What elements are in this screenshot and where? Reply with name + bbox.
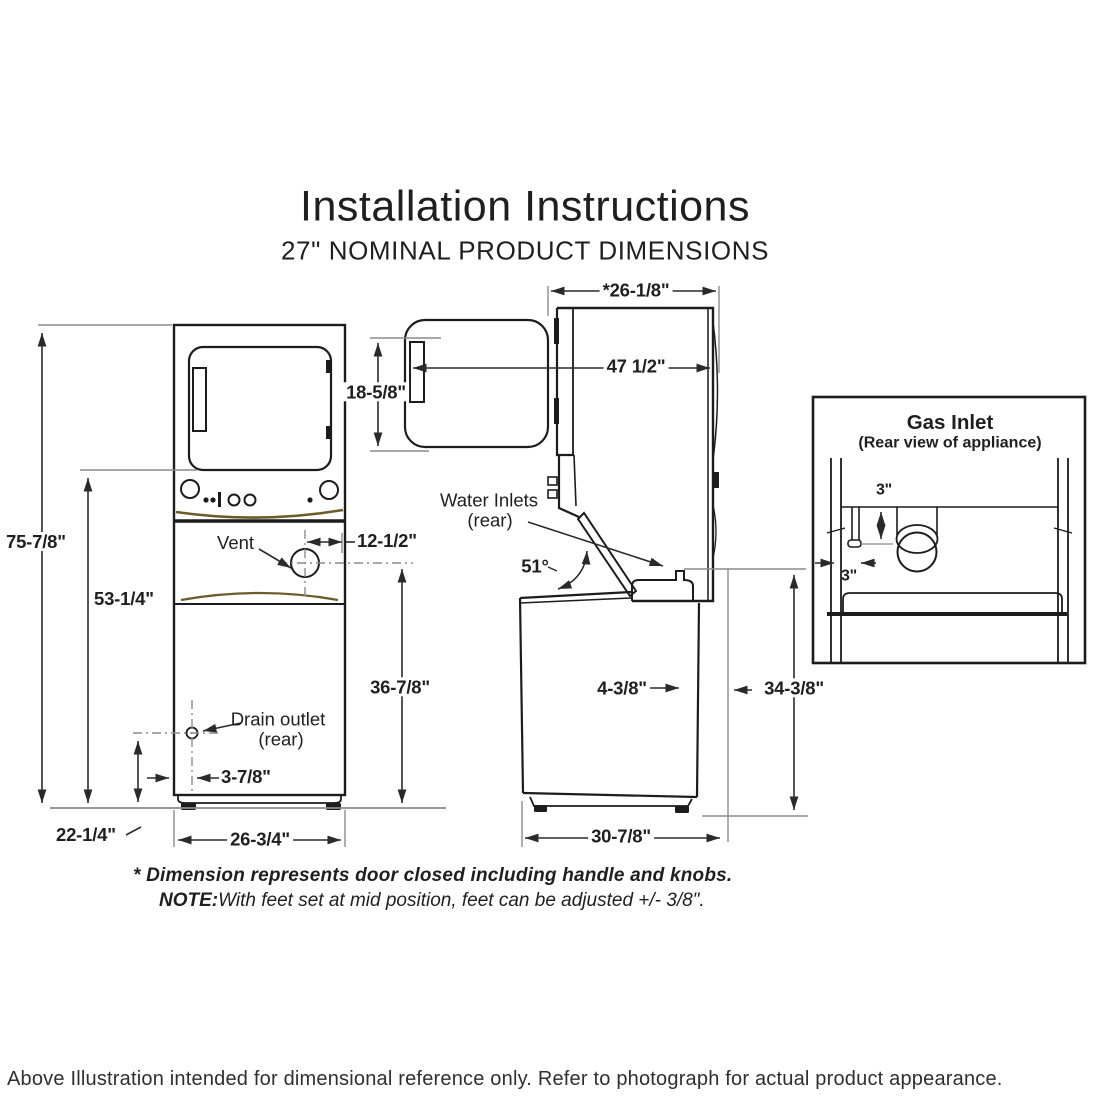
page-subtitle: 27" NOMINAL PRODUCT DIMENSIONS: [280, 235, 770, 266]
gas-dim-vertical: 3": [875, 481, 893, 499]
gas-dim-horizontal: 3": [840, 567, 858, 585]
dim-overall-height: 75-7/8": [3, 532, 69, 551]
dim-vent-offset: 12-1/2": [357, 530, 417, 551]
side-view-drawing: [405, 308, 719, 813]
gas-inlet-title: Gas Inlet: [906, 411, 994, 435]
dim-drain-offset: 3-7/8": [221, 766, 271, 787]
dim-drain-height: 22-1/4": [56, 824, 116, 845]
dim-front-width: 26-3/4": [227, 829, 293, 848]
dim-washer-section-height: 36-7/8": [367, 677, 433, 696]
dim-door-height: 18-5/8": [343, 382, 409, 401]
vent-label: Vent: [217, 532, 255, 553]
dim-depth: *26-1/8": [600, 280, 673, 299]
page-title: Installation Instructions: [300, 182, 750, 231]
dim-depth-door-open: 47 1/2": [604, 356, 669, 375]
dim-washer-console-height: 53-1/4": [94, 588, 154, 609]
water-inlets-label: Water Inlets: [439, 489, 539, 511]
water-inlets-sublabel: (rear): [467, 509, 513, 531]
dim-rear-height: 34-3/8": [761, 678, 827, 697]
drain-outlet-sublabel: (rear): [258, 728, 304, 750]
dim-lid-angle: 51°: [521, 555, 549, 577]
dim-inlet-offset: 4-3/8": [597, 677, 647, 699]
note-asterisk: * Dimension represents door closed including handle and knobs.: [133, 865, 733, 886]
gas-inlet-subtitle: (Rear view of appliance): [858, 434, 1042, 452]
note-feet: [159, 891, 705, 911]
note-prefix: NOTE:: [159, 890, 219, 911]
footer-disclaimer: Above Illustration intended for dimensional reference only. Refer to photograph for actual product appearance.: [7, 1068, 1003, 1090]
drain-outlet-label: Drain outlet: [230, 708, 326, 730]
note-text: With feet set at mid position, feet can be adjusted +/- 3/8".: [218, 890, 705, 911]
dim-base-depth: 30-7/8": [588, 826, 654, 845]
dimension-lines: [38, 286, 881, 847]
